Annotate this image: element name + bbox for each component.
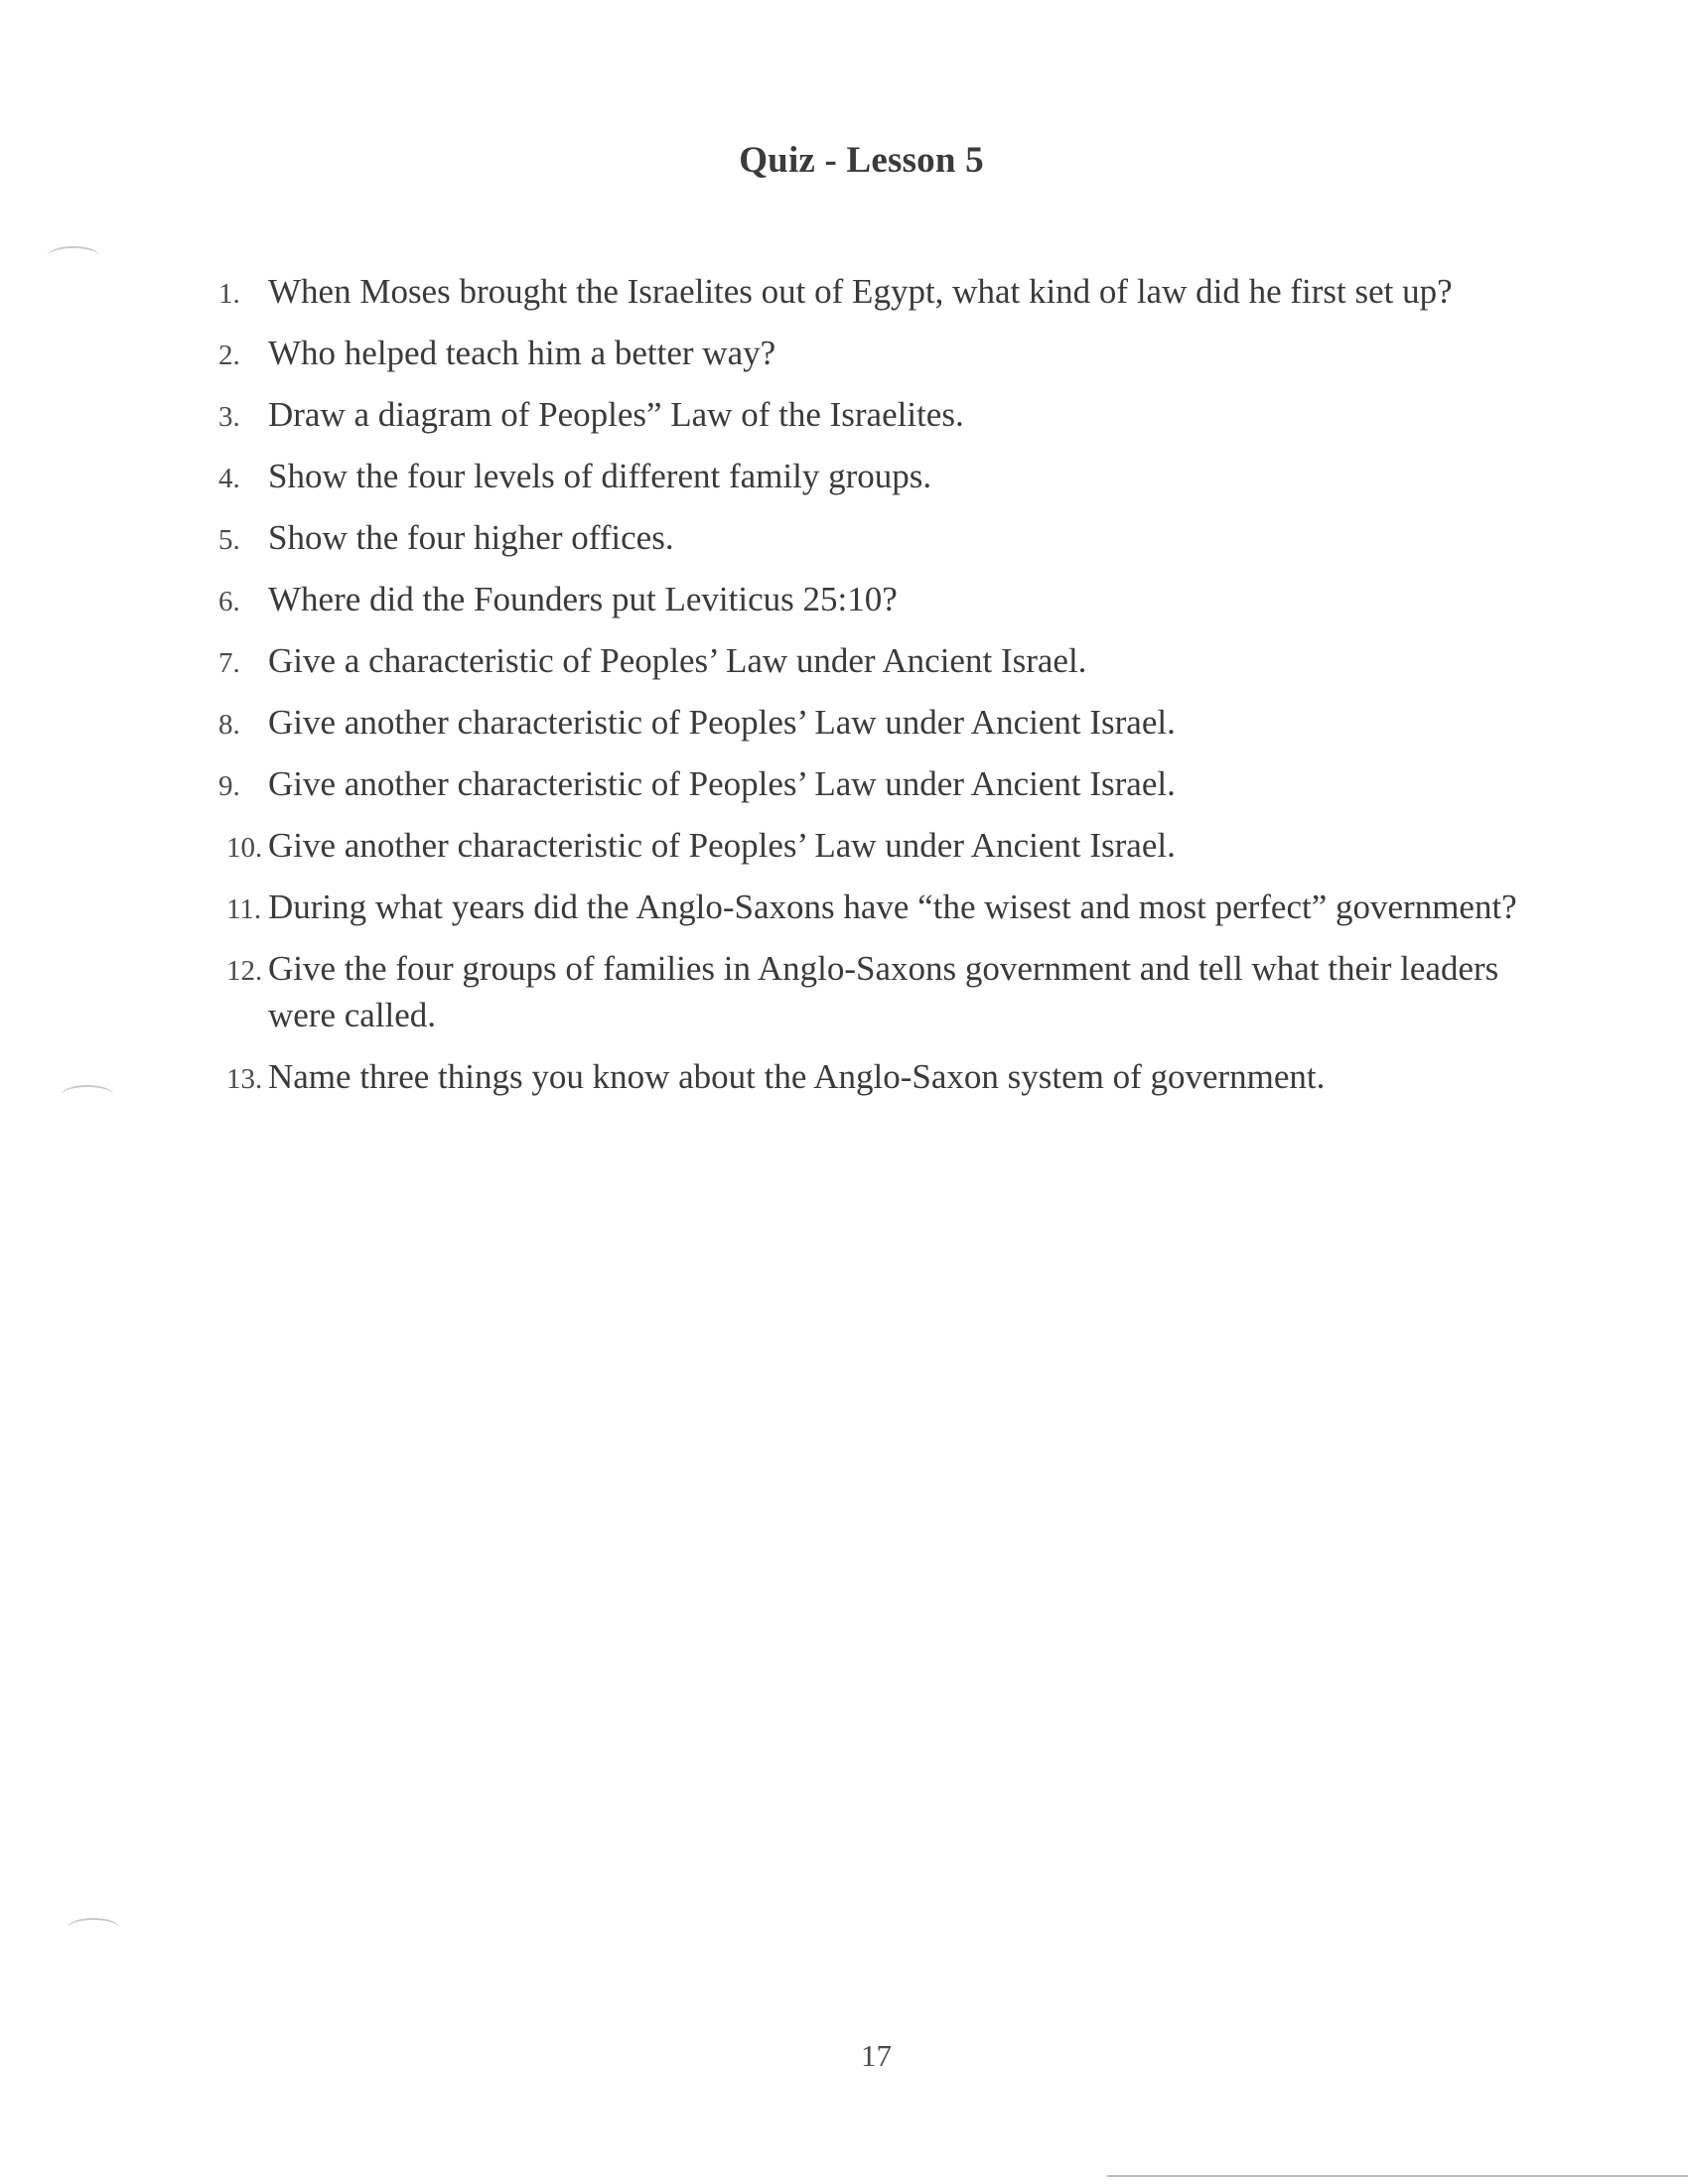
question-number: 1. (218, 278, 240, 310)
question-item (211, 514, 1532, 561)
punch-hole-mark-middle (62, 1085, 113, 1105)
question-item (211, 576, 1532, 622)
question-text: Who helped teach him a better way? (268, 334, 776, 372)
question-text: Draw a diagram of Peoples” Law of the Israelites. (268, 395, 964, 434)
question-text: Where did the Founders put Leviticus 25:10? (268, 580, 898, 618)
question-item (211, 391, 1532, 438)
question-item (211, 884, 1532, 930)
question-item (211, 453, 1532, 499)
question-number: 13. (226, 1063, 263, 1095)
question-text: During what years did the Anglo-Saxons have “the wisest and most perfect” government? (268, 887, 1517, 926)
question-item (211, 1053, 1532, 1100)
page-number: 17 (861, 2038, 892, 2073)
question-item (211, 760, 1532, 807)
question-number: 10. (226, 832, 263, 864)
question-item (211, 699, 1532, 746)
question-item (211, 822, 1532, 869)
question-number: 8. (218, 709, 240, 741)
question-text: Give another characteristic of Peoples’ Law under Ancient Israel. (268, 764, 1176, 803)
question-text: Give another characteristic of Peoples’ Law under Ancient Israel. (268, 826, 1176, 865)
question-text: When Moses brought the Israelites out of Egypt, what kind of law did he first set up? (268, 272, 1453, 311)
question-number: 4. (218, 463, 240, 494)
scan-edge-line (1107, 2175, 1688, 2177)
question-number: 9. (218, 770, 240, 802)
question-item (211, 330, 1532, 376)
question-text: Give another characteristic of Peoples’ Law under Ancient Israel. (268, 703, 1176, 742)
question-list (211, 268, 1532, 1115)
question-text: Give a characteristic of Peoples’ Law under Ancient Israel. (268, 641, 1087, 680)
question-number: 12. (226, 955, 263, 987)
question-number: 2. (218, 340, 240, 371)
page-title: Quiz - Lesson 5 (739, 140, 984, 181)
question-text: Name three things you know about the Anglo-Saxon system of government. (268, 1057, 1326, 1096)
question-number: 11. (226, 893, 262, 925)
question-number: 5. (218, 524, 240, 556)
question-text: Show the four higher offices. (268, 518, 674, 557)
question-number: 6. (218, 586, 240, 617)
question-text: Give the four groups of families in Anglo-Saxons government and tell what their leaders were called. (268, 949, 1499, 1034)
question-number: 7. (218, 647, 240, 679)
question-item (211, 637, 1532, 684)
question-text: Show the four levels of different family groups. (268, 457, 932, 495)
punch-hole-mark-bottom (68, 1918, 119, 1938)
punch-hole-mark-top (48, 246, 99, 266)
question-number: 3. (218, 401, 240, 433)
question-item (211, 268, 1532, 315)
question-item (211, 945, 1532, 1038)
